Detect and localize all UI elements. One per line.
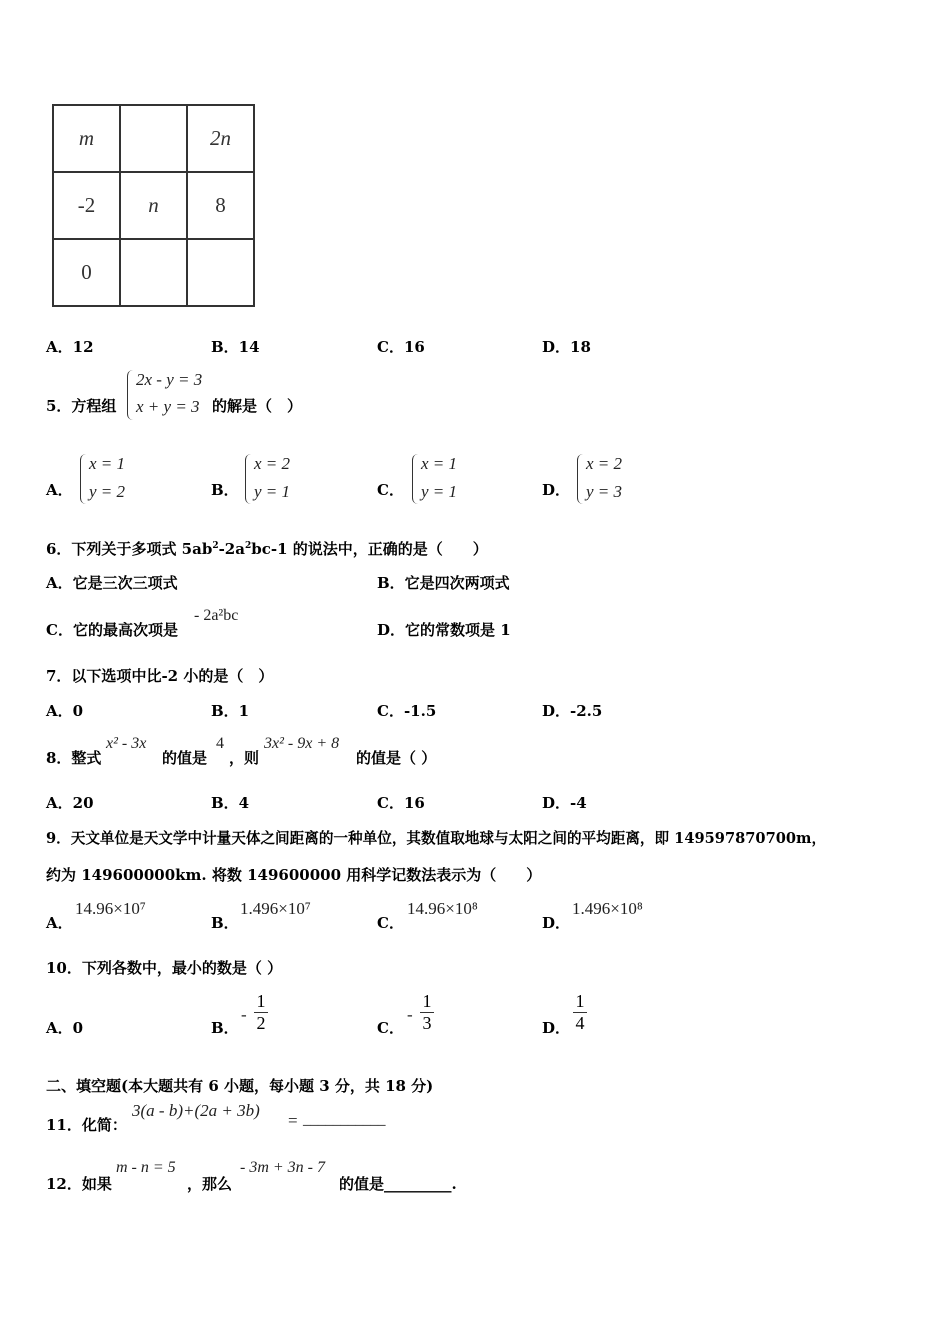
q9-option-d: 1.496×10⁸	[572, 899, 643, 918]
q8-expr1: x² - 3x	[106, 735, 147, 752]
grid-cell: m	[53, 105, 120, 172]
q5-eq2: x + y = 3	[136, 397, 200, 416]
q7-stem: 7．以下选项中比-2 小的是（ ）	[46, 667, 274, 685]
q6-stem: 6．下列关于多项式 $5ab^2-2a^2bc-1$ 的说法中，正确的是（ ）	[46, 540, 488, 558]
number-grid	[52, 104, 255, 307]
grid-cell: -2	[53, 172, 120, 239]
q4-option-a: A．12	[46, 338, 94, 356]
q11-expression: 3(a - b)+(2a + 3b)	[132, 1101, 260, 1120]
q4-option-b: B．14	[211, 338, 260, 356]
q8-value: 4	[216, 735, 224, 752]
q11-prefix: 11．化简：	[46, 1116, 127, 1134]
q5-label-b: B．	[211, 481, 239, 499]
q5-option-b: x = 2 y = 1	[245, 454, 305, 504]
q6-option-a: A．它是三次三项式	[46, 574, 178, 592]
q9-stem-line2: 约为 149600000km. 将数 149600000 用科学记数法表示为（ ）	[46, 866, 542, 884]
q12-suffix[interactable]: 的值是_________.	[339, 1175, 457, 1193]
q6-option-c-math: - 2a²bc	[194, 607, 239, 624]
q10-sign-c: -	[407, 1005, 413, 1024]
q11-answer-blank[interactable]: ___________	[303, 1112, 386, 1128]
grid-cell	[120, 105, 187, 172]
q5-suffix: 的解是（ ）	[212, 397, 303, 415]
q8-option-a: A．20	[46, 794, 94, 812]
grid-cell: 0	[53, 239, 120, 306]
q8-then: ，则	[229, 749, 260, 767]
q12-condition: m - n = 5	[116, 1159, 176, 1176]
q4-option-d: D．18	[542, 338, 591, 356]
grid-cell	[120, 239, 187, 306]
q9-option-b: 1.496×10⁷	[240, 899, 311, 918]
q5-option-c: x = 1 y = 1	[412, 454, 472, 504]
q10-fraction-c: $\frac{1}{3}$	[420, 991, 434, 1034]
q9-label-b: B．	[211, 914, 239, 932]
q5-option-d: x = 2 y = 3	[577, 454, 637, 504]
q10-label-b: B．	[211, 1019, 239, 1037]
q9-option-a: 14.96×10⁷	[75, 899, 146, 918]
q8-option-b: B．4	[211, 794, 250, 812]
q10-fraction-b: $\frac{1}{2}$	[254, 991, 268, 1034]
grid-cell	[187, 239, 254, 306]
q8-prefix: 8．整式	[46, 749, 102, 767]
q9-label-d: D．	[542, 914, 571, 932]
q5-option-a: x = 1 y = 2	[80, 454, 140, 504]
q7-option-b: B．1	[211, 702, 250, 720]
q8-expr2: 3x² - 9x + 8	[264, 735, 340, 752]
q7-option-a: A．0	[46, 702, 84, 720]
q8-mid: 的值是	[162, 749, 208, 767]
q5-label-a: A．	[46, 481, 73, 499]
q10-fraction-d: $\frac{1}{4}$	[573, 991, 587, 1034]
q11-equals: =	[288, 1111, 298, 1130]
q5-equation-system	[127, 370, 217, 420]
q9-stem-line1: 9．天文单位是天文学中计量天体之间距离的一种单位，其数值取地球与太阳之间的平均距离，即 149597870700m，	[46, 830, 827, 847]
q6-option-d: D．它的常数项是 1	[377, 621, 511, 639]
q5-label-d: D．	[542, 481, 571, 499]
q8-option-c: C．16	[377, 794, 425, 812]
q7-option-c: C．-1.5	[377, 702, 437, 720]
q9-option-c: 14.96×10⁸	[407, 899, 478, 918]
q10-sign-b: -	[241, 1005, 247, 1024]
q10-label-c: C．	[377, 1019, 404, 1037]
q5-eq1: 2x - y = 3	[136, 370, 203, 389]
q8-suffix: 的值是（ ）	[356, 749, 437, 767]
grid-cell: 8	[187, 172, 254, 239]
q8-option-d: D．-4	[542, 794, 587, 812]
q10-option-a: A．0	[46, 1019, 84, 1037]
q4-option-c: C．16	[377, 338, 425, 356]
q6-option-c: C．它的最高次项是	[46, 621, 178, 639]
q9-label-c: C．	[377, 914, 404, 932]
q10-label-d: D．	[542, 1019, 571, 1037]
q6-option-b: B．它是四次两项式	[377, 574, 510, 592]
grid-cell: 2n	[187, 105, 254, 172]
section-2-title: 二、填空题(本大题共有 6 小题，每小题 3 分，共 18 分)	[46, 1077, 434, 1095]
q5-label-c: C．	[377, 481, 404, 499]
q5-prefix: 5．方程组	[46, 397, 117, 415]
grid-cell: n	[120, 172, 187, 239]
q7-option-d: D．-2.5	[542, 702, 603, 720]
q10-stem: 10．下列各数中，最小的数是（ ）	[46, 959, 283, 977]
q12-then: ，那么	[187, 1175, 233, 1193]
q9-label-a: A．	[46, 914, 73, 932]
q12-prefix: 12．如果	[46, 1175, 112, 1193]
q12-expression: - 3m + 3n - 7	[240, 1159, 326, 1176]
